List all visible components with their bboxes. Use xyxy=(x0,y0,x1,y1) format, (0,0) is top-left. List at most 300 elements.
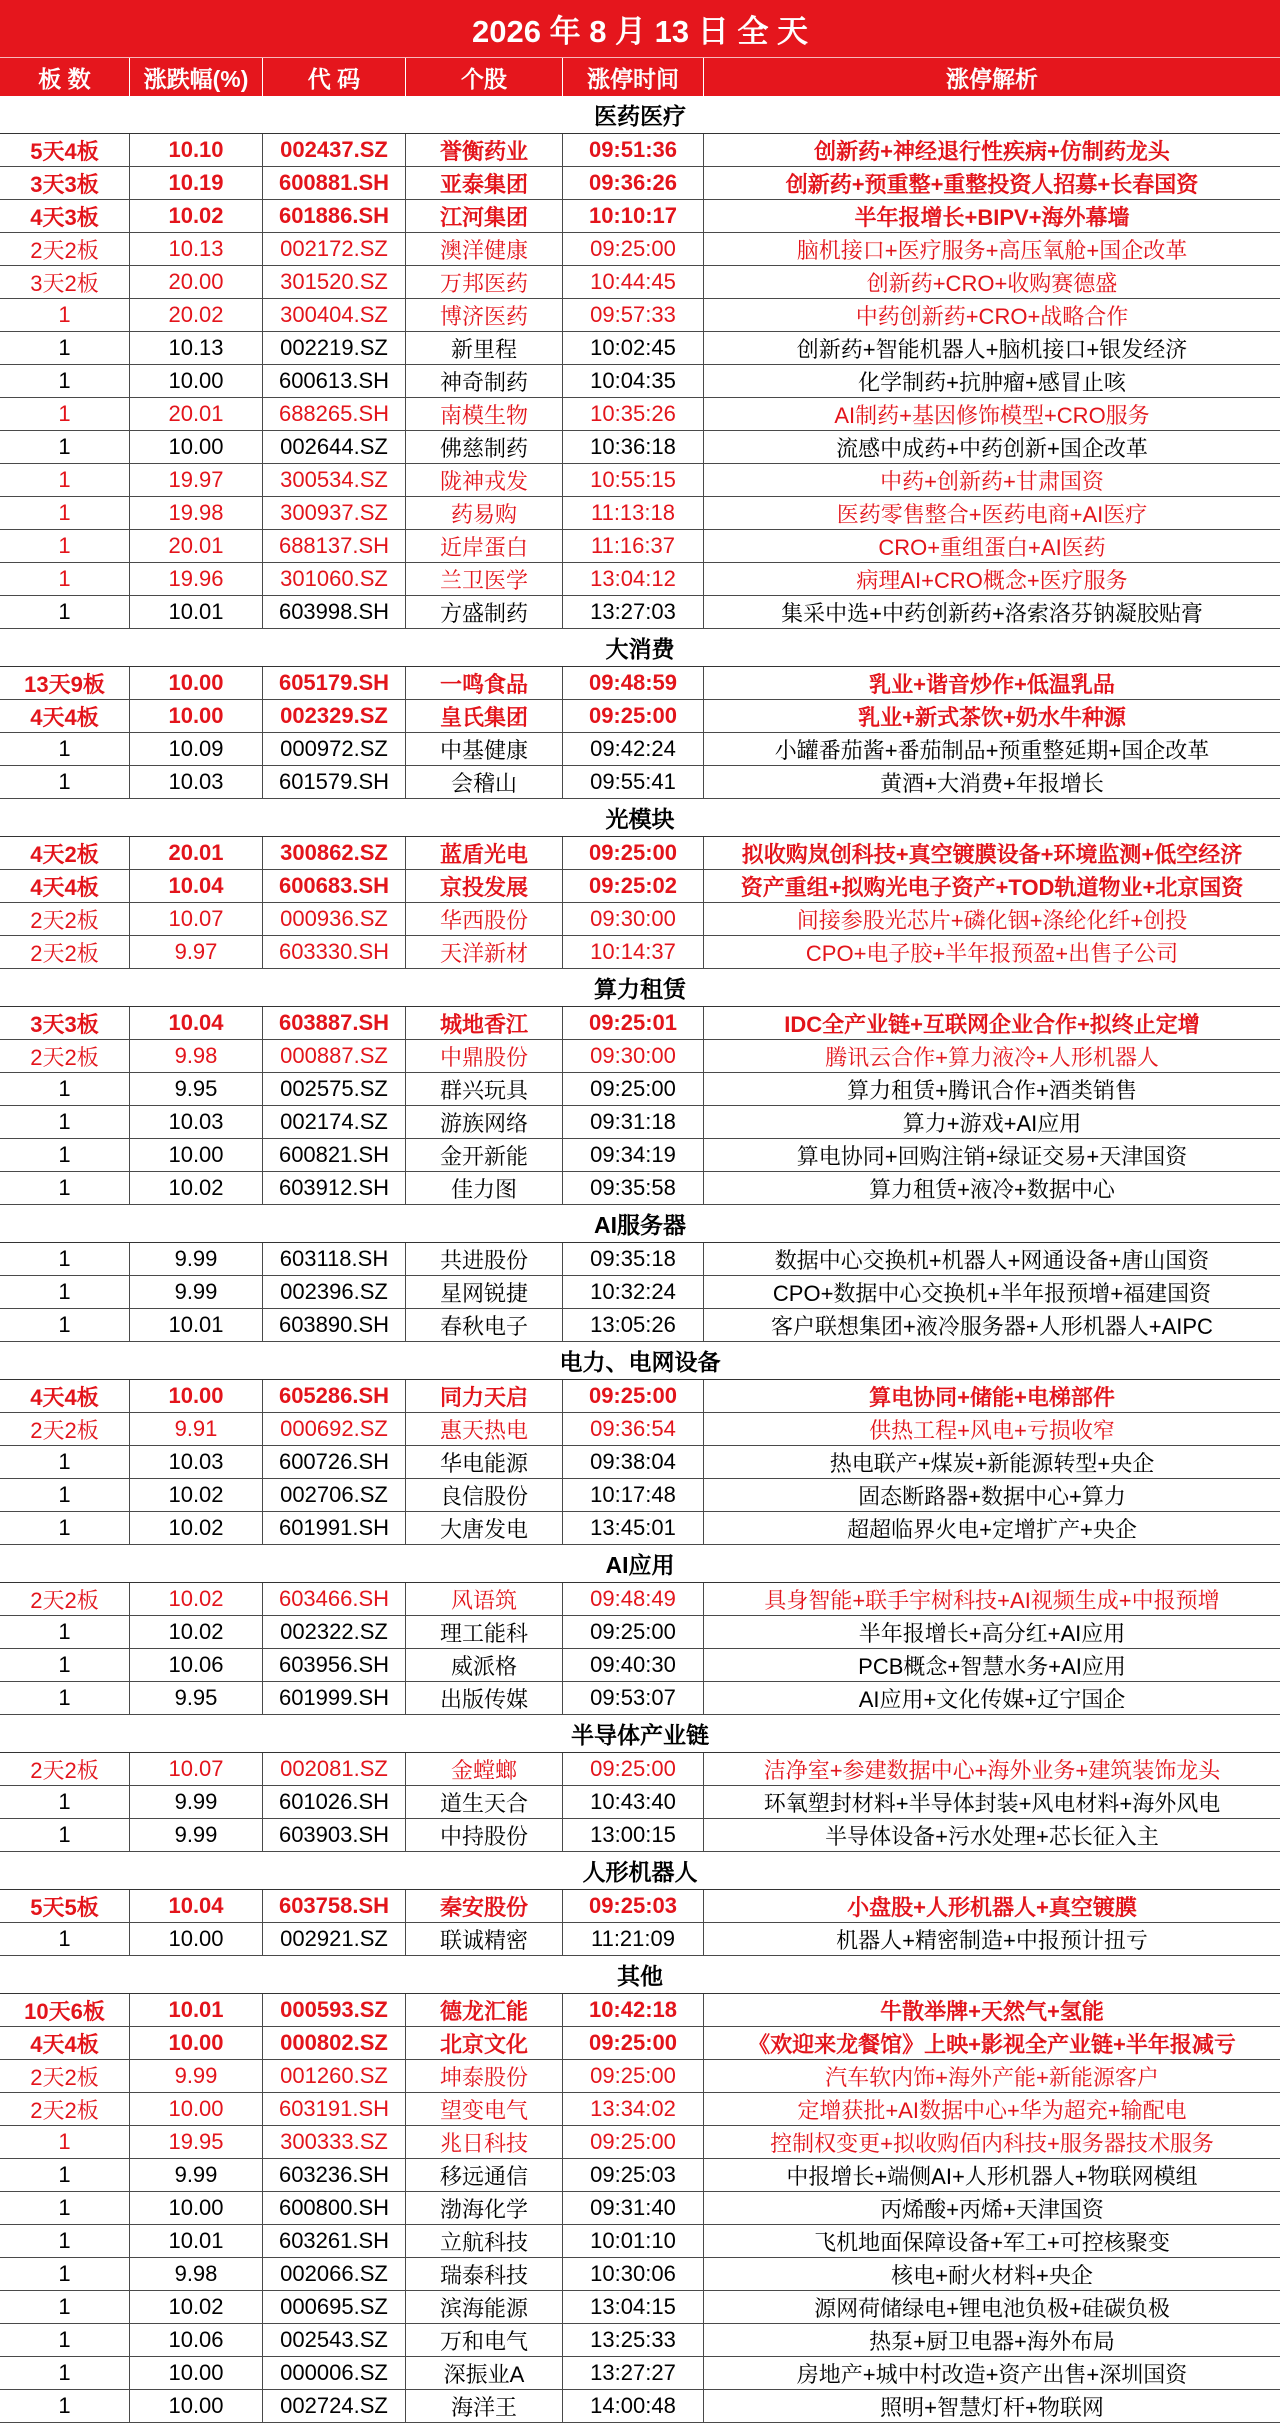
table-row xyxy=(0,530,1280,563)
board-count-cell: 1 xyxy=(0,596,130,628)
change-pct-cell: 10.07 xyxy=(130,903,263,935)
stock-name-cell: 金螳螂 xyxy=(406,1753,563,1785)
stock-code-cell: 603236.SH xyxy=(263,2159,406,2191)
limit-up-time-cell: 09:25:00 xyxy=(563,1073,704,1105)
board-count-cell: 1 xyxy=(0,1172,130,1204)
limit-up-reason-cell: 牛散举牌+天然气+氢能 xyxy=(880,1998,1104,2024)
stock-code-cell: 601886.SH xyxy=(263,200,406,232)
stock-name-cell: 联诚精密 xyxy=(406,1923,563,1955)
limit-up-time-cell: 09:25:00 xyxy=(563,2126,704,2158)
change-pct-cell: 10.02 xyxy=(130,1616,263,1648)
limit-up-reason-cell: 创新药+智能机器人+脑机接口+银发经济 xyxy=(796,336,1188,362)
stock-name-cell: 移远通信 xyxy=(406,2159,563,2191)
stock-name-cell: 秦安股份 xyxy=(406,1890,563,1922)
board-count-cell: 1 xyxy=(0,332,130,364)
change-pct-cell: 10.00 xyxy=(130,1139,263,1171)
board-count-cell: 1 xyxy=(0,1073,130,1105)
column-header-row xyxy=(0,58,1280,96)
stock-name-cell: 风语筑 xyxy=(406,1583,563,1615)
limit-up-reason-cell: 超超临界火电+定增扩产+央企 xyxy=(847,1516,1137,1542)
limit-up-reason-cell: 半年报增长+高分红+AI应用 xyxy=(858,1620,1126,1646)
limit-up-reason-cell: 具身智能+联手宇树科技+AI视频生成+中报预增 xyxy=(764,1587,1220,1613)
limit-up-time-cell: 13:04:12 xyxy=(563,563,704,595)
change-pct-cell: 10.07 xyxy=(130,1753,263,1785)
limit-up-reason-cell: 黄酒+大消费+年报增长 xyxy=(880,770,1104,796)
limit-up-reason-cell: PCB概念+智慧水务+AI应用 xyxy=(858,1653,1126,1679)
limit-up-time-cell: 10:17:48 xyxy=(563,1479,704,1511)
section-header: 算力租赁 xyxy=(0,969,1280,1007)
limit-up-time-cell: 10:55:15 xyxy=(563,464,704,496)
change-pct-cell: 9.97 xyxy=(130,936,263,968)
table-row xyxy=(0,766,1280,799)
limit-up-reason-cell: 控制权变更+拟收购佰内科技+服务器技术服务 xyxy=(770,2130,1214,2156)
limit-up-time-cell: 09:25:00 xyxy=(563,1753,704,1785)
change-pct-cell: 9.98 xyxy=(130,1040,263,1072)
table-row xyxy=(0,2192,1280,2225)
board-count-cell: 1 xyxy=(0,1616,130,1648)
stock-code-cell: 002706.SZ xyxy=(263,1479,406,1511)
limit-up-time-cell: 09:25:00 xyxy=(563,1380,704,1412)
change-pct-cell: 10.00 xyxy=(130,365,263,397)
stock-code-cell: 002219.SZ xyxy=(263,332,406,364)
limit-up-reason-cell: 创新药+神经退行性疾病+仿制药龙头 xyxy=(814,138,1170,164)
board-count-cell: 1 xyxy=(0,365,130,397)
column-header-change: 涨跌幅(%) xyxy=(130,58,263,96)
stock-name-cell: 万和电气 xyxy=(406,2324,563,2356)
section-header: 医药医疗 xyxy=(0,96,1280,134)
board-count-cell: 1 xyxy=(0,563,130,595)
column-header-code: 代 码 xyxy=(263,58,406,96)
change-pct-cell: 19.97 xyxy=(130,464,263,496)
stock-code-cell: 300333.SZ xyxy=(263,2126,406,2158)
stock-name-cell: 中持股份 xyxy=(406,1819,563,1851)
limit-up-time-cell: 10:32:24 xyxy=(563,1276,704,1308)
stock-code-cell: 001260.SZ xyxy=(263,2060,406,2092)
stock-code-cell: 300534.SZ xyxy=(263,464,406,496)
limit-up-reason-cell: 资产重组+拟购光电子资产+TOD轨道物业+北京国资 xyxy=(740,874,1244,900)
limit-up-reason-cell: 洁净室+参建数据中心+海外业务+建筑装饰龙头 xyxy=(763,1757,1221,1783)
limit-up-reason-cell: 间接参股光芯片+磷化铟+涤纶化纤+创投 xyxy=(796,907,1188,933)
table-row xyxy=(0,2324,1280,2357)
stock-code-cell: 603118.SH xyxy=(263,1243,406,1275)
limit-up-time-cell: 10:30:06 xyxy=(563,2258,704,2290)
table-row xyxy=(0,1276,1280,1309)
limit-up-time-cell: 11:13:18 xyxy=(563,497,704,529)
limit-up-time-cell: 10:10:17 xyxy=(563,200,704,232)
table-body xyxy=(0,96,1280,2423)
limit-up-time-cell: 09:35:58 xyxy=(563,1172,704,1204)
table-row xyxy=(0,1786,1280,1819)
stock-code-cell: 000972.SZ xyxy=(263,733,406,765)
board-count-cell: 1 xyxy=(0,2291,130,2323)
stock-code-cell: 002543.SZ xyxy=(263,2324,406,2356)
change-pct-cell: 19.96 xyxy=(130,563,263,595)
limit-up-time-cell: 10:04:35 xyxy=(563,365,704,397)
change-pct-cell: 9.99 xyxy=(130,1243,263,1275)
table-row xyxy=(0,1172,1280,1205)
change-pct-cell: 10.00 xyxy=(130,431,263,463)
table-row xyxy=(0,733,1280,766)
board-count-cell: 1 xyxy=(0,1512,130,1544)
board-count-cell: 1 xyxy=(0,398,130,430)
limit-up-time-cell: 13:05:26 xyxy=(563,1309,704,1341)
limit-up-reason-cell: 算力租赁+液冷+数据中心 xyxy=(869,1176,1115,1202)
stock-name-cell: 兰卫医学 xyxy=(406,563,563,595)
board-count-cell: 13天9板 xyxy=(0,667,130,699)
change-pct-cell: 10.09 xyxy=(130,733,263,765)
stock-name-cell: 皇氏集团 xyxy=(406,700,563,732)
limit-up-time-cell: 09:48:49 xyxy=(563,1583,704,1615)
limit-up-reason-cell: 《欢迎来龙餐馆》上映+影视全产业链+半年报减亏 xyxy=(748,2031,1236,2057)
limit-up-time-cell: 09:25:00 xyxy=(563,233,704,265)
limit-up-time-cell: 09:25:03 xyxy=(563,2159,704,2191)
board-count-cell: 3天2板 xyxy=(0,266,130,298)
table-row xyxy=(0,266,1280,299)
table-row xyxy=(0,2357,1280,2390)
change-pct-cell: 10.01 xyxy=(130,1994,263,2026)
stock-name-cell: 万邦医药 xyxy=(406,266,563,298)
change-pct-cell: 20.01 xyxy=(130,398,263,430)
limit-up-time-cell: 09:48:59 xyxy=(563,667,704,699)
section-header: 其他 xyxy=(0,1956,1280,1994)
table-row xyxy=(0,2093,1280,2126)
column-header-time: 涨停时间 xyxy=(563,58,704,96)
board-count-cell: 2天2板 xyxy=(0,1753,130,1785)
stock-name-cell: 德龙汇能 xyxy=(406,1994,563,2026)
stock-code-cell: 603758.SH xyxy=(263,1890,406,1922)
stock-code-cell: 000006.SZ xyxy=(263,2357,406,2389)
stock-name-cell: 澳洋健康 xyxy=(406,233,563,265)
limit-up-time-cell: 11:16:37 xyxy=(563,530,704,562)
board-count-cell: 1 xyxy=(0,1923,130,1955)
board-count-cell: 1 xyxy=(0,1446,130,1478)
change-pct-cell: 10.01 xyxy=(130,1309,263,1341)
limit-up-time-cell: 10:02:45 xyxy=(563,332,704,364)
change-pct-cell: 10.03 xyxy=(130,1446,263,1478)
stock-name-cell: 望变电气 xyxy=(406,2093,563,2125)
stock-name-cell: 惠天热电 xyxy=(406,1413,563,1445)
stock-name-cell: 出版传媒 xyxy=(406,1682,563,1714)
limit-up-time-cell: 13:34:02 xyxy=(563,2093,704,2125)
stock-name-cell: 药易购 xyxy=(406,497,563,529)
stock-code-cell: 603956.SH xyxy=(263,1649,406,1681)
stock-code-cell: 600726.SH xyxy=(263,1446,406,1478)
stock-code-cell: 002081.SZ xyxy=(263,1753,406,1785)
stock-code-cell: 002921.SZ xyxy=(263,1923,406,1955)
stock-code-cell: 600881.SH xyxy=(263,167,406,199)
stock-code-cell: 603998.SH xyxy=(263,596,406,628)
stock-code-cell: 002329.SZ xyxy=(263,700,406,732)
stock-code-cell: 600683.SH xyxy=(263,870,406,902)
change-pct-cell: 9.99 xyxy=(130,2159,263,2191)
board-count-cell: 4天3板 xyxy=(0,200,130,232)
change-pct-cell: 10.02 xyxy=(130,1583,263,1615)
stock-name-cell: 誉衡药业 xyxy=(406,134,563,166)
board-count-cell: 2天2板 xyxy=(0,233,130,265)
stock-code-cell: 002172.SZ xyxy=(263,233,406,265)
stock-name-cell: 坤泰股份 xyxy=(406,2060,563,2092)
limit-up-reason-cell: 流感中成药+中药创新+国企改革 xyxy=(836,435,1148,461)
limit-up-time-cell: 13:27:27 xyxy=(563,2357,704,2389)
table-row xyxy=(0,1923,1280,1956)
column-header-reason: 涨停解析 xyxy=(946,65,1038,92)
limit-up-reason-cell: 小盘股+人形机器人+真空镀膜 xyxy=(847,1894,1137,1920)
stock-name-cell: 会稽山 xyxy=(406,766,563,798)
limit-up-time-cell: 14:00:48 xyxy=(563,2390,704,2422)
limit-up-reason-cell: 热电联产+煤炭+新能源转型+央企 xyxy=(829,1450,1155,1476)
limit-up-reason-cell: 集采中选+中药创新药+洛索洛芬钠凝胶贴膏 xyxy=(781,600,1203,626)
limit-up-time-cell: 09:36:54 xyxy=(563,1413,704,1445)
stock-name-cell: 兆日科技 xyxy=(406,2126,563,2158)
table-row xyxy=(0,1073,1280,1106)
change-pct-cell: 20.00 xyxy=(130,266,263,298)
stock-name-cell: 滨海能源 xyxy=(406,2291,563,2323)
change-pct-cell: 9.95 xyxy=(130,1073,263,1105)
limit-up-time-cell: 09:57:33 xyxy=(563,299,704,331)
change-pct-cell: 20.01 xyxy=(130,530,263,562)
limit-up-reason-cell: 机器人+精密制造+中报预计扭亏 xyxy=(836,1927,1148,1953)
change-pct-cell: 10.03 xyxy=(130,766,263,798)
board-count-cell: 1 xyxy=(0,431,130,463)
table-row xyxy=(0,2291,1280,2324)
table-row xyxy=(0,1753,1280,1786)
change-pct-cell: 10.02 xyxy=(130,1512,263,1544)
board-count-cell: 2天2板 xyxy=(0,1583,130,1615)
stock-code-cell: 300404.SZ xyxy=(263,299,406,331)
table-row xyxy=(0,2258,1280,2291)
table-row xyxy=(0,365,1280,398)
table-row xyxy=(0,903,1280,936)
board-count-cell: 10天6板 xyxy=(0,1994,130,2026)
limit-up-time-cell: 09:35:18 xyxy=(563,1243,704,1275)
board-count-cell: 1 xyxy=(0,1106,130,1138)
stock-name-cell: 星网锐捷 xyxy=(406,1276,563,1308)
board-count-cell: 4天4板 xyxy=(0,700,130,732)
section-header: 电力、电网设备 xyxy=(0,1342,1280,1380)
board-count-cell: 4天2板 xyxy=(0,837,130,869)
board-count-cell: 1 xyxy=(0,1649,130,1681)
limit-up-reason-cell: 数据中心交换机+机器人+网通设备+唐山国资 xyxy=(774,1247,1210,1273)
table-row xyxy=(0,1007,1280,1040)
table-row xyxy=(0,1106,1280,1139)
limit-up-time-cell: 09:36:26 xyxy=(563,167,704,199)
board-count-cell: 1 xyxy=(0,1819,130,1851)
table-row xyxy=(0,2060,1280,2093)
table-row xyxy=(0,1890,1280,1923)
stock-name-cell: 渤海化学 xyxy=(406,2192,563,2224)
limit-up-time-cell: 13:25:33 xyxy=(563,2324,704,2356)
board-count-cell: 3天3板 xyxy=(0,1007,130,1039)
limit-up-time-cell: 09:25:00 xyxy=(563,2060,704,2092)
table-row xyxy=(0,1479,1280,1512)
limit-up-reason-cell: 中药创新药+CRO+战略合作 xyxy=(855,303,1129,329)
stock-name-cell: 博济医药 xyxy=(406,299,563,331)
stock-code-cell: 002575.SZ xyxy=(263,1073,406,1105)
stock-code-cell: 002066.SZ xyxy=(263,2258,406,2290)
change-pct-cell: 10.00 xyxy=(130,2390,263,2422)
stock-name-cell: 同力天启 xyxy=(406,1380,563,1412)
stock-code-cell: 601999.SH xyxy=(263,1682,406,1714)
board-count-cell: 1 xyxy=(0,497,130,529)
board-count-cell: 1 xyxy=(0,1479,130,1511)
stock-name-cell: 城地香江 xyxy=(406,1007,563,1039)
limit-up-reason-cell: 定增获批+AI数据中心+华为超充+输配电 xyxy=(797,2097,1187,2123)
board-count-cell: 1 xyxy=(0,2225,130,2257)
stock-name-cell: 天洋新材 xyxy=(406,936,563,968)
limit-up-reason-cell: 半导体设备+污水处理+芯长征入主 xyxy=(825,1823,1159,1849)
change-pct-cell: 10.00 xyxy=(130,2192,263,2224)
stock-code-cell: 002644.SZ xyxy=(263,431,406,463)
stock-code-cell: 002437.SZ xyxy=(263,134,406,166)
table-row xyxy=(0,1139,1280,1172)
section-header: 大消费 xyxy=(0,629,1280,667)
stock-code-cell: 603887.SH xyxy=(263,1007,406,1039)
limit-up-reason-cell: 丙烯酸+丙烯+天津国资 xyxy=(880,2196,1104,2222)
limit-up-time-cell: 10:14:37 xyxy=(563,936,704,968)
stock-code-cell: 600613.SH xyxy=(263,365,406,397)
table-row xyxy=(0,936,1280,969)
limit-up-reason-cell: 供热工程+风电+亏损收窄 xyxy=(869,1417,1115,1443)
limit-up-reason-cell: 化学制药+抗肿瘤+感冒止咳 xyxy=(858,369,1126,395)
change-pct-cell: 10.04 xyxy=(130,1007,263,1039)
stock-name-cell: 共进股份 xyxy=(406,1243,563,1275)
board-count-cell: 5天4板 xyxy=(0,134,130,166)
limit-up-reason-cell: 中报增长+端侧AI+人形机器人+物联网模组 xyxy=(786,2163,1198,2189)
board-count-cell: 3天3板 xyxy=(0,167,130,199)
stock-name-cell: 佳力图 xyxy=(406,1172,563,1204)
table-row xyxy=(0,1512,1280,1545)
stock-name-cell: 近岸蛋白 xyxy=(406,530,563,562)
change-pct-cell: 9.98 xyxy=(130,2258,263,2290)
change-pct-cell: 10.02 xyxy=(130,2291,263,2323)
stock-name-cell: 立航科技 xyxy=(406,2225,563,2257)
board-count-cell: 1 xyxy=(0,464,130,496)
board-count-cell: 1 xyxy=(0,1786,130,1818)
table-row xyxy=(0,1583,1280,1616)
limit-up-reason-cell: 客户联想集团+液冷服务器+人形机器人+AIPC xyxy=(771,1313,1213,1339)
stock-name-cell: 华电能源 xyxy=(406,1446,563,1478)
stock-code-cell: 000887.SZ xyxy=(263,1040,406,1072)
stock-name-cell: 春秋电子 xyxy=(406,1309,563,1341)
limit-up-time-cell: 10:01:10 xyxy=(563,2225,704,2257)
limit-up-reason-cell: 房地产+城中村改造+资产出售+深圳国资 xyxy=(796,2361,1188,2387)
change-pct-cell: 9.99 xyxy=(130,1276,263,1308)
table-row xyxy=(0,299,1280,332)
stock-code-cell: 301060.SZ xyxy=(263,563,406,595)
limit-up-reason-cell: 飞机地面保障设备+军工+可控核聚变 xyxy=(814,2229,1170,2255)
table-row xyxy=(0,870,1280,903)
stock-name-cell: 海洋王 xyxy=(406,2390,563,2422)
limit-up-time-cell: 09:25:00 xyxy=(563,700,704,732)
limit-up-time-cell: 10:42:18 xyxy=(563,1994,704,2026)
stock-code-cell: 002174.SZ xyxy=(263,1106,406,1138)
board-count-cell: 5天5板 xyxy=(0,1890,130,1922)
stock-name-cell: 江河集团 xyxy=(406,200,563,232)
stock-code-cell: 601026.SH xyxy=(263,1786,406,1818)
board-count-cell: 1 xyxy=(0,2357,130,2389)
board-count-cell: 1 xyxy=(0,2390,130,2422)
limit-up-time-cell: 13:45:01 xyxy=(563,1512,704,1544)
board-count-cell: 1 xyxy=(0,2324,130,2356)
limit-up-reason-cell: 算力租赁+腾讯合作+酒类销售 xyxy=(847,1077,1137,1103)
limit-up-time-cell: 09:31:18 xyxy=(563,1106,704,1138)
change-pct-cell: 10.02 xyxy=(130,1172,263,1204)
table-row xyxy=(0,200,1280,233)
change-pct-cell: 9.95 xyxy=(130,1682,263,1714)
limit-up-time-cell: 09:25:02 xyxy=(563,870,704,902)
stock-name-cell: 方盛制药 xyxy=(406,596,563,628)
limit-up-reason-cell: 小罐番茄酱+番茄制品+预重整延期+国企改革 xyxy=(774,737,1210,763)
stock-code-cell: 688137.SH xyxy=(263,530,406,562)
limit-up-reason-cell: 热泵+厨卫电器+海外布局 xyxy=(869,2328,1115,2354)
limit-up-time-cell: 09:34:19 xyxy=(563,1139,704,1171)
change-pct-cell: 10.00 xyxy=(130,2093,263,2125)
board-count-cell: 1 xyxy=(0,1309,130,1341)
stock-name-cell: 一鸣食品 xyxy=(406,667,563,699)
table-row xyxy=(0,1243,1280,1276)
limit-up-reason-cell: CRO+重组蛋白+AI医药 xyxy=(878,534,1106,560)
stock-code-cell: 300862.SZ xyxy=(263,837,406,869)
limit-up-reason-cell: 源网荷储绿电+锂电池负极+硅碳负极 xyxy=(814,2295,1170,2321)
stock-code-cell: 603466.SH xyxy=(263,1583,406,1615)
change-pct-cell: 10.13 xyxy=(130,332,263,364)
change-pct-cell: 10.00 xyxy=(130,667,263,699)
stock-name-cell: 神奇制药 xyxy=(406,365,563,397)
board-count-cell: 2天2板 xyxy=(0,2093,130,2125)
stock-name-cell: 群兴玩具 xyxy=(406,1073,563,1105)
table-row xyxy=(0,563,1280,596)
stock-name-cell: 道生天合 xyxy=(406,1786,563,1818)
column-header-stock: 个股 xyxy=(406,58,563,96)
board-count-cell: 2天2板 xyxy=(0,2060,130,2092)
board-count-cell: 1 xyxy=(0,1243,130,1275)
stock-name-cell: 亚泰集团 xyxy=(406,167,563,199)
limit-up-time-cell: 11:21:09 xyxy=(563,1923,704,1955)
change-pct-cell: 19.95 xyxy=(130,2126,263,2158)
stock-name-cell: 良信股份 xyxy=(406,1479,563,1511)
limit-up-reason-cell: 脑机接口+医疗服务+高压氧舱+国企改革 xyxy=(796,237,1188,263)
limit-up-time-cell: 09:25:00 xyxy=(563,1616,704,1648)
board-count-cell: 1 xyxy=(0,530,130,562)
change-pct-cell: 10.06 xyxy=(130,2324,263,2356)
stock-code-cell: 601579.SH xyxy=(263,766,406,798)
stock-code-cell: 000936.SZ xyxy=(263,903,406,935)
board-count-cell: 1 xyxy=(0,1276,130,1308)
table-row xyxy=(0,2390,1280,2423)
limit-up-reason-cell: 中药+创新药+甘肃国资 xyxy=(880,468,1104,494)
stock-code-cell: 603330.SH xyxy=(263,936,406,968)
change-pct-cell: 10.00 xyxy=(130,1380,263,1412)
limit-up-reason-cell: 算力+游戏+AI应用 xyxy=(902,1110,1082,1136)
stock-name-cell: 深振业A xyxy=(406,2357,563,2389)
stock-name-cell: 陇神戎发 xyxy=(406,464,563,496)
limit-up-reason-cell: 腾讯云合作+算力液冷+人形机器人 xyxy=(825,1044,1159,1070)
board-count-cell: 2天2板 xyxy=(0,1040,130,1072)
table-row xyxy=(0,2159,1280,2192)
change-pct-cell: 20.01 xyxy=(130,837,263,869)
limit-up-reason-cell: CPO+电子胶+半年报预盈+出售子公司 xyxy=(805,940,1179,966)
stock-code-cell: 605179.SH xyxy=(263,667,406,699)
board-count-cell: 1 xyxy=(0,2192,130,2224)
stock-code-cell: 605286.SH xyxy=(263,1380,406,1412)
stock-name-cell: 南模生物 xyxy=(406,398,563,430)
limit-up-reason-cell: 拟收购岚创科技+真空镀膜设备+环境监测+低空经济 xyxy=(741,841,1243,867)
stock-code-cell: 002322.SZ xyxy=(263,1616,406,1648)
table-row xyxy=(0,1380,1280,1413)
change-pct-cell: 10.04 xyxy=(130,870,263,902)
stock-code-cell: 603191.SH xyxy=(263,2093,406,2125)
change-pct-cell: 10.01 xyxy=(130,2225,263,2257)
